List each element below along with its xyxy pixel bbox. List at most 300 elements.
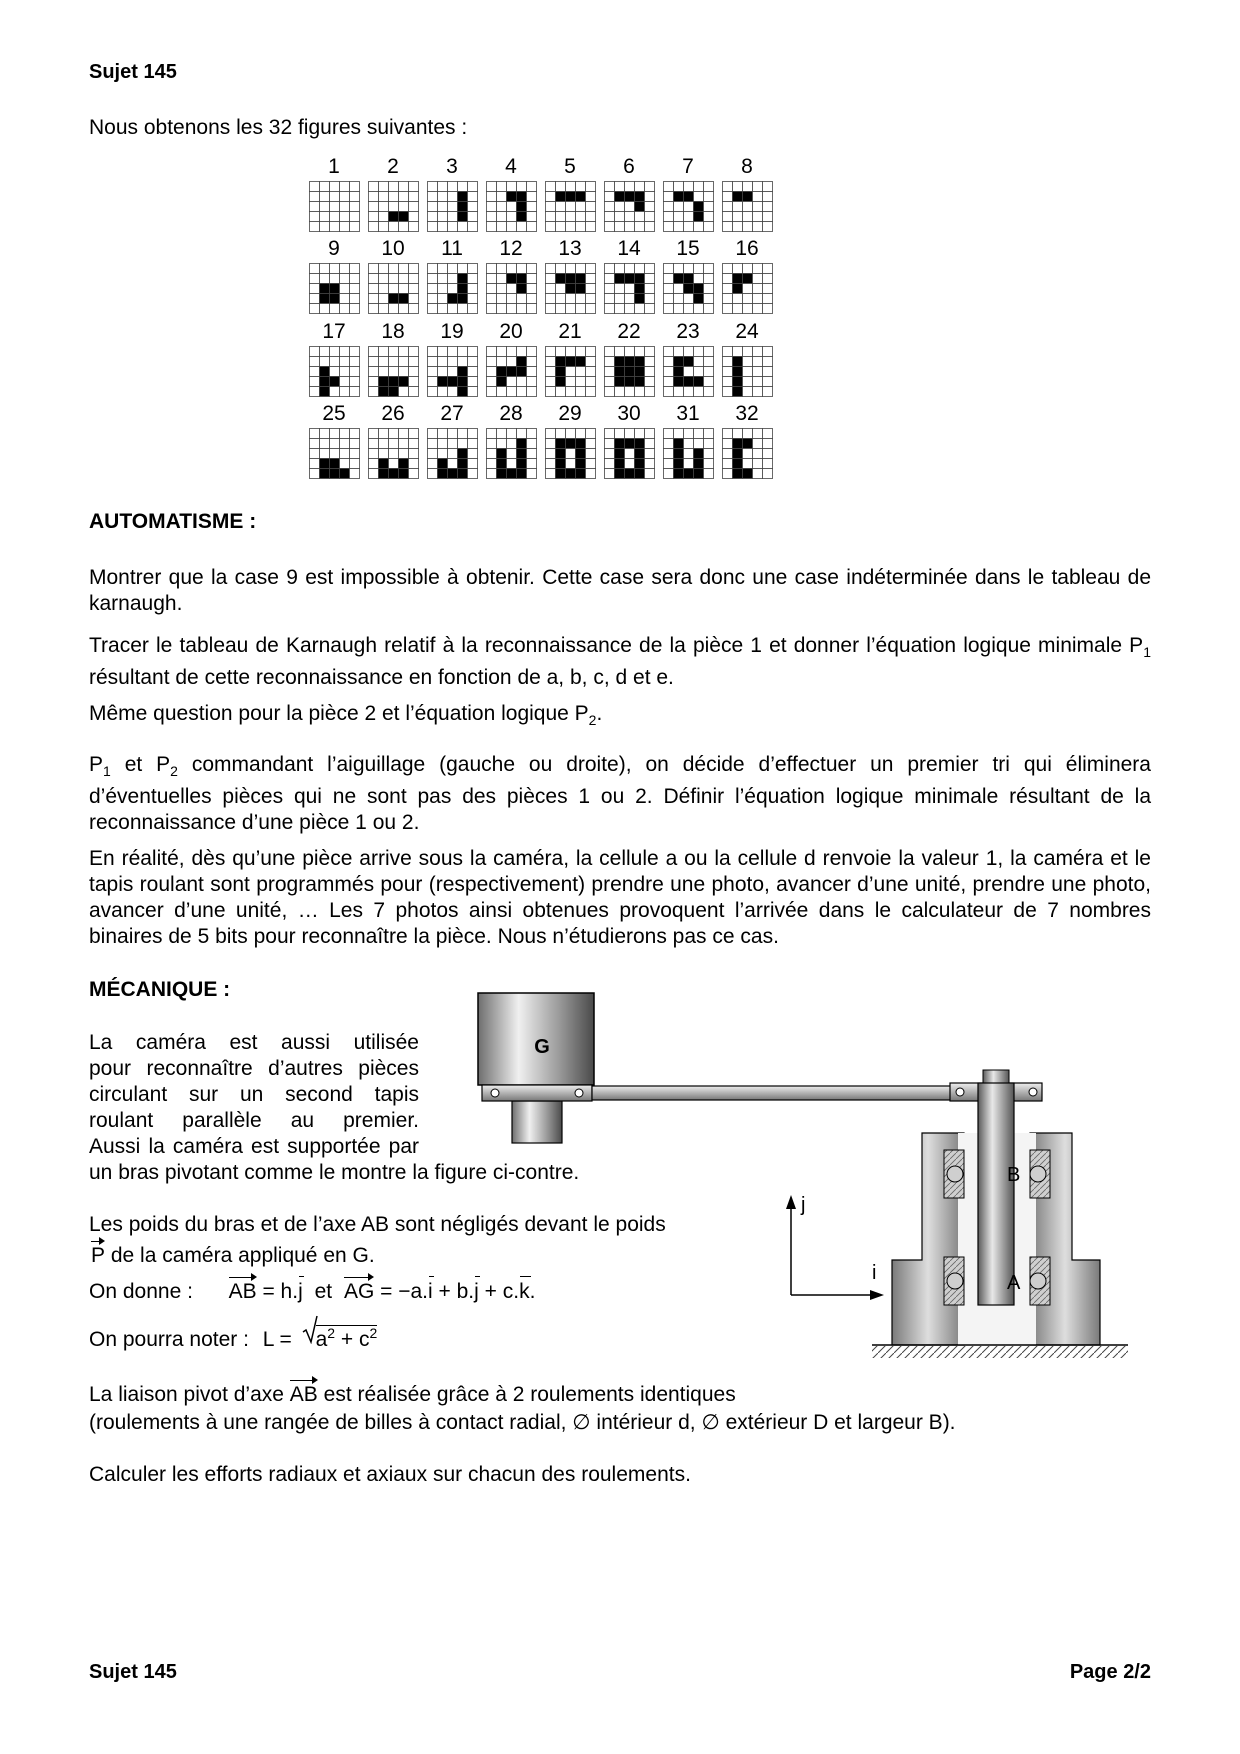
filled-cell <box>625 367 635 377</box>
empty-cell <box>409 357 419 367</box>
empty-cell <box>586 429 596 439</box>
figure-grid-20 <box>486 346 537 397</box>
empty-cell <box>340 212 350 222</box>
mecanique-p1-line: circulant sur un second tapis <box>89 1083 419 1106</box>
filled-cell <box>625 469 635 479</box>
empty-cell <box>310 284 320 294</box>
empty-cell <box>487 449 497 459</box>
camera-lens <box>512 1101 562 1143</box>
filled-cell <box>733 367 743 377</box>
filled-cell <box>635 367 645 377</box>
empty-cell <box>664 459 674 469</box>
filled-cell <box>615 459 625 469</box>
empty-cell <box>763 264 773 274</box>
empty-cell <box>458 182 468 192</box>
empty-cell <box>448 439 458 449</box>
empty-cell <box>704 347 714 357</box>
empty-cell <box>340 367 350 377</box>
empty-cell <box>409 212 419 222</box>
empty-cell <box>379 192 389 202</box>
filled-cell <box>674 439 684 449</box>
empty-cell <box>645 264 655 274</box>
empty-cell <box>743 222 753 232</box>
empty-cell <box>546 274 556 284</box>
filled-cell <box>674 377 684 387</box>
empty-cell <box>576 304 586 314</box>
empty-cell <box>546 357 556 367</box>
empty-cell <box>320 439 330 449</box>
empty-cell <box>546 304 556 314</box>
vector-AB-liaison: AB <box>289 1383 318 1406</box>
empty-cell <box>507 357 517 367</box>
empty-cell <box>704 202 714 212</box>
filled-cell <box>330 459 340 469</box>
empty-cell <box>379 304 389 314</box>
empty-cell <box>763 469 773 479</box>
empty-cell <box>527 459 537 469</box>
empty-cell <box>507 202 517 212</box>
empty-cell <box>468 439 478 449</box>
empty-cell <box>448 192 458 202</box>
empty-cell <box>645 387 655 397</box>
empty-cell <box>379 449 389 459</box>
empty-cell <box>507 347 517 357</box>
empty-cell <box>546 347 556 357</box>
filled-cell <box>517 439 527 449</box>
bearing-ball-A-left <box>947 1273 963 1289</box>
empty-cell <box>448 429 458 439</box>
filled-cell <box>684 284 694 294</box>
empty-cell <box>310 459 320 469</box>
empty-cell <box>763 459 773 469</box>
empty-cell <box>605 367 615 377</box>
empty-cell <box>409 294 419 304</box>
empty-cell <box>694 192 704 202</box>
empty-cell <box>684 212 694 222</box>
empty-cell <box>733 182 743 192</box>
empty-cell <box>733 202 743 212</box>
empty-cell <box>605 212 615 222</box>
empty-cell <box>369 284 379 294</box>
empty-cell <box>320 264 330 274</box>
empty-cell <box>369 429 379 439</box>
empty-cell <box>438 182 448 192</box>
empty-cell <box>635 347 645 357</box>
empty-cell <box>517 387 527 397</box>
empty-cell <box>507 222 517 232</box>
empty-cell <box>723 202 733 212</box>
empty-cell <box>645 304 655 314</box>
empty-cell <box>566 347 576 357</box>
empty-cell <box>438 439 448 449</box>
empty-cell <box>566 429 576 439</box>
empty-cell <box>428 449 438 459</box>
figure-grid-13 <box>545 263 596 314</box>
empty-cell <box>664 367 674 377</box>
empty-cell <box>507 459 517 469</box>
empty-cell <box>310 202 320 212</box>
empty-cell <box>310 377 320 387</box>
empty-cell <box>674 294 684 304</box>
empty-cell <box>438 264 448 274</box>
filled-cell <box>743 469 753 479</box>
empty-cell <box>497 202 507 212</box>
empty-cell <box>753 459 763 469</box>
liaison-line2: (roulements à une rangée de billes à contact radial, ∅ intérieur d, ∅ extérieur D et largeur B). <box>89 1411 956 1434</box>
filled-cell <box>330 284 340 294</box>
empty-cell <box>527 347 537 357</box>
empty-cell <box>458 264 468 274</box>
empty-cell <box>379 212 389 222</box>
sqrt-sign <box>302 1314 318 1344</box>
empty-cell <box>743 294 753 304</box>
empty-cell <box>468 367 478 377</box>
empty-cell <box>409 347 419 357</box>
empty-cell <box>664 264 674 274</box>
empty-cell <box>330 182 340 192</box>
empty-cell <box>586 202 596 212</box>
empty-cell <box>566 387 576 397</box>
empty-cell <box>369 182 379 192</box>
filled-cell <box>330 469 340 479</box>
figure-grid-7 <box>663 181 714 232</box>
empty-cell <box>369 294 379 304</box>
filled-cell <box>615 469 625 479</box>
empty-cell <box>645 284 655 294</box>
empty-cell <box>320 449 330 459</box>
empty-cell <box>409 284 419 294</box>
empty-cell <box>605 192 615 202</box>
on-donne-line: On donne : AB = h.j et AG = −a.i + b.j + c.k. <box>89 1280 536 1303</box>
figure-number: 16 <box>735 237 759 260</box>
filled-cell <box>497 367 507 377</box>
empty-cell <box>389 459 399 469</box>
empty-cell <box>350 347 360 357</box>
figure-grid-29 <box>545 428 596 479</box>
empty-cell <box>527 284 537 294</box>
pivot-arm-diagram <box>470 985 1150 1385</box>
empty-cell <box>586 212 596 222</box>
empty-cell <box>645 347 655 357</box>
filled-cell <box>458 192 468 202</box>
empty-cell <box>468 284 478 294</box>
empty-cell <box>330 274 340 284</box>
empty-cell <box>438 304 448 314</box>
filled-cell <box>389 212 399 222</box>
filled-cell <box>517 459 527 469</box>
empty-cell <box>379 429 389 439</box>
empty-cell <box>428 182 438 192</box>
filled-cell <box>497 377 507 387</box>
filled-cell <box>615 439 625 449</box>
figure-number: 27 <box>440 402 464 425</box>
empty-cell <box>468 347 478 357</box>
empty-cell <box>566 182 576 192</box>
filled-cell <box>733 449 743 459</box>
footer-right: Page 2/2 <box>1069 1661 1151 1683</box>
empty-cell <box>310 469 320 479</box>
filled-cell <box>556 459 566 469</box>
empty-cell <box>350 212 360 222</box>
filled-cell <box>556 439 566 449</box>
figure-grid-8 <box>722 181 773 232</box>
empty-cell <box>389 304 399 314</box>
empty-cell <box>428 347 438 357</box>
filled-cell <box>448 377 458 387</box>
empty-cell <box>409 202 419 212</box>
bearing-ball-B-left <box>947 1166 963 1182</box>
empty-cell <box>645 294 655 304</box>
empty-cell <box>615 304 625 314</box>
empty-cell <box>645 274 655 284</box>
empty-cell <box>674 387 684 397</box>
filled-cell <box>694 294 704 304</box>
empty-cell <box>704 192 714 202</box>
empty-cell <box>527 439 537 449</box>
filled-cell <box>556 377 566 387</box>
filled-cell <box>674 469 684 479</box>
empty-cell <box>409 469 419 479</box>
empty-cell <box>576 212 586 222</box>
empty-cell <box>527 274 537 284</box>
filled-cell <box>517 202 527 212</box>
empty-cell <box>389 357 399 367</box>
filled-cell <box>733 192 743 202</box>
empty-cell <box>635 182 645 192</box>
empty-cell <box>763 294 773 304</box>
empty-cell <box>448 357 458 367</box>
figure-number: 18 <box>381 320 405 343</box>
figure-grid-19 <box>427 346 478 397</box>
empty-cell <box>743 367 753 377</box>
empty-cell <box>743 284 753 294</box>
empty-cell <box>605 294 615 304</box>
empty-cell <box>645 182 655 192</box>
empty-cell <box>320 274 330 284</box>
filled-cell <box>615 367 625 377</box>
empty-cell <box>605 469 615 479</box>
filled-cell <box>684 357 694 367</box>
filled-cell <box>320 469 330 479</box>
empty-cell <box>753 429 763 439</box>
empty-cell <box>694 439 704 449</box>
empty-cell <box>487 222 497 232</box>
empty-cell <box>615 429 625 439</box>
empty-cell <box>763 449 773 459</box>
filled-cell <box>733 439 743 449</box>
empty-cell <box>645 439 655 449</box>
figure-grid-21 <box>545 346 596 397</box>
filled-cell <box>399 294 409 304</box>
empty-cell <box>340 439 350 449</box>
empty-cell <box>615 222 625 232</box>
filled-cell <box>743 439 753 449</box>
automatisme-p4: $P_1$ et $P_2$ commandant l’aiguillage (gauche ou droite), on décide d’effectuer un premier tri qui éliminera d’éventuelles pièces qui ne sont pas des pièces 1 ou 2. Définir l’équation logique minimale résultant de la reconnaissance d’une pièce 1 ou 2. <box>89 753 1151 835</box>
empty-cell <box>704 429 714 439</box>
empty-cell <box>369 387 379 397</box>
axis-i-arrow <box>870 1290 884 1300</box>
empty-cell <box>684 264 694 274</box>
empty-cell <box>743 212 753 222</box>
empty-cell <box>723 367 733 377</box>
empty-cell <box>330 222 340 232</box>
empty-cell <box>379 367 389 377</box>
empty-cell <box>664 429 674 439</box>
empty-cell <box>723 192 733 202</box>
empty-cell <box>340 347 350 357</box>
figure-number: 13 <box>558 237 582 260</box>
empty-cell <box>753 304 763 314</box>
automatisme-p2: Tracer le tableau de Karnaugh relatif à la reconnaissance de la pièce 1 et donner l’équation logique minimale $P_1$ résultant de cette reconnaissance en fonction de a, b, c, d et e. <box>89 634 1151 690</box>
filled-cell <box>635 357 645 367</box>
empty-cell <box>350 192 360 202</box>
empty-cell <box>684 367 694 377</box>
automatisme-p3: Même question pour la pièce 2 et l’équation logique $P_2$. <box>89 702 603 729</box>
empty-cell <box>723 284 733 294</box>
empty-cell <box>527 212 537 222</box>
empty-cell <box>645 469 655 479</box>
empty-cell <box>310 274 320 284</box>
empty-cell <box>605 222 615 232</box>
empty-cell <box>674 212 684 222</box>
empty-cell <box>340 449 350 459</box>
empty-cell <box>605 202 615 212</box>
empty-cell <box>605 347 615 357</box>
figure-grid-10 <box>368 263 419 314</box>
empty-cell <box>586 347 596 357</box>
pivot-arm <box>592 1086 957 1100</box>
label-G: G <box>534 1036 550 1058</box>
empty-cell <box>438 212 448 222</box>
empty-cell <box>497 387 507 397</box>
empty-cell <box>625 294 635 304</box>
filled-cell <box>379 469 389 479</box>
empty-cell <box>753 202 763 212</box>
empty-cell <box>487 202 497 212</box>
empty-cell <box>320 222 330 232</box>
filled-cell <box>438 469 448 479</box>
empty-cell <box>310 182 320 192</box>
empty-cell <box>389 439 399 449</box>
filled-cell <box>625 274 635 284</box>
empty-cell <box>586 294 596 304</box>
figure-grid-5 <box>545 181 596 232</box>
empty-cell <box>448 367 458 377</box>
empty-cell <box>763 429 773 439</box>
empty-cell <box>438 202 448 212</box>
empty-cell <box>409 367 419 377</box>
empty-cell <box>340 304 350 314</box>
empty-cell <box>487 212 497 222</box>
empty-cell <box>674 347 684 357</box>
empty-cell <box>566 377 576 387</box>
figure-number: 3 <box>446 155 458 178</box>
empty-cell <box>448 284 458 294</box>
mecanique-p2-line1: Les poids du bras et de l’axe AB sont négligés devant le poids <box>89 1213 666 1236</box>
empty-cell <box>428 357 438 367</box>
empty-cell <box>438 357 448 367</box>
empty-cell <box>664 377 674 387</box>
empty-cell <box>763 182 773 192</box>
filled-cell <box>566 439 576 449</box>
empty-cell <box>310 357 320 367</box>
empty-cell <box>310 294 320 304</box>
filled-cell <box>517 367 527 377</box>
filled-cell <box>517 469 527 479</box>
mecanique-p1-line: La caméra est aussi utilisée <box>89 1031 419 1054</box>
empty-cell <box>664 182 674 192</box>
empty-cell <box>753 264 763 274</box>
empty-cell <box>723 222 733 232</box>
empty-cell <box>428 377 438 387</box>
figure-grid-9 <box>309 263 360 314</box>
figure-grid-27 <box>427 428 478 479</box>
empty-cell <box>438 274 448 284</box>
empty-cell <box>625 387 635 397</box>
empty-cell <box>723 377 733 387</box>
empty-cell <box>645 202 655 212</box>
empty-cell <box>428 367 438 377</box>
empty-cell <box>350 469 360 479</box>
empty-cell <box>743 357 753 367</box>
empty-cell <box>448 274 458 284</box>
empty-cell <box>743 347 753 357</box>
empty-cell <box>527 182 537 192</box>
empty-cell <box>723 439 733 449</box>
empty-cell <box>517 377 527 387</box>
empty-cell <box>615 284 625 294</box>
empty-cell <box>704 182 714 192</box>
empty-cell <box>753 469 763 479</box>
filled-cell <box>556 192 566 202</box>
empty-cell <box>458 357 468 367</box>
empty-cell <box>753 449 763 459</box>
empty-cell <box>399 347 409 357</box>
empty-cell <box>379 294 389 304</box>
empty-cell <box>704 439 714 449</box>
figure-number: 29 <box>558 402 582 425</box>
filled-cell <box>507 367 517 377</box>
filled-cell <box>635 377 645 387</box>
empty-cell <box>635 222 645 232</box>
filled-cell <box>458 212 468 222</box>
empty-cell <box>645 449 655 459</box>
filled-cell <box>389 294 399 304</box>
empty-cell <box>753 222 763 232</box>
empty-cell <box>389 182 399 192</box>
empty-cell <box>487 469 497 479</box>
filled-cell <box>497 469 507 479</box>
empty-cell <box>497 212 507 222</box>
filled-cell <box>448 469 458 479</box>
figure-number: 12 <box>499 237 523 260</box>
figure-grid-12 <box>486 263 537 314</box>
empty-cell <box>428 459 438 469</box>
mecanique-title: MÉCANIQUE : <box>89 978 231 1001</box>
filled-cell <box>733 377 743 387</box>
empty-cell <box>409 459 419 469</box>
empty-cell <box>704 264 714 274</box>
empty-cell <box>605 274 615 284</box>
empty-cell <box>743 387 753 397</box>
empty-cell <box>468 264 478 274</box>
filled-cell <box>497 449 507 459</box>
empty-cell <box>586 459 596 469</box>
filled-cell <box>556 274 566 284</box>
empty-cell <box>586 284 596 294</box>
filled-cell <box>517 357 527 367</box>
figure-number: 20 <box>499 320 523 343</box>
